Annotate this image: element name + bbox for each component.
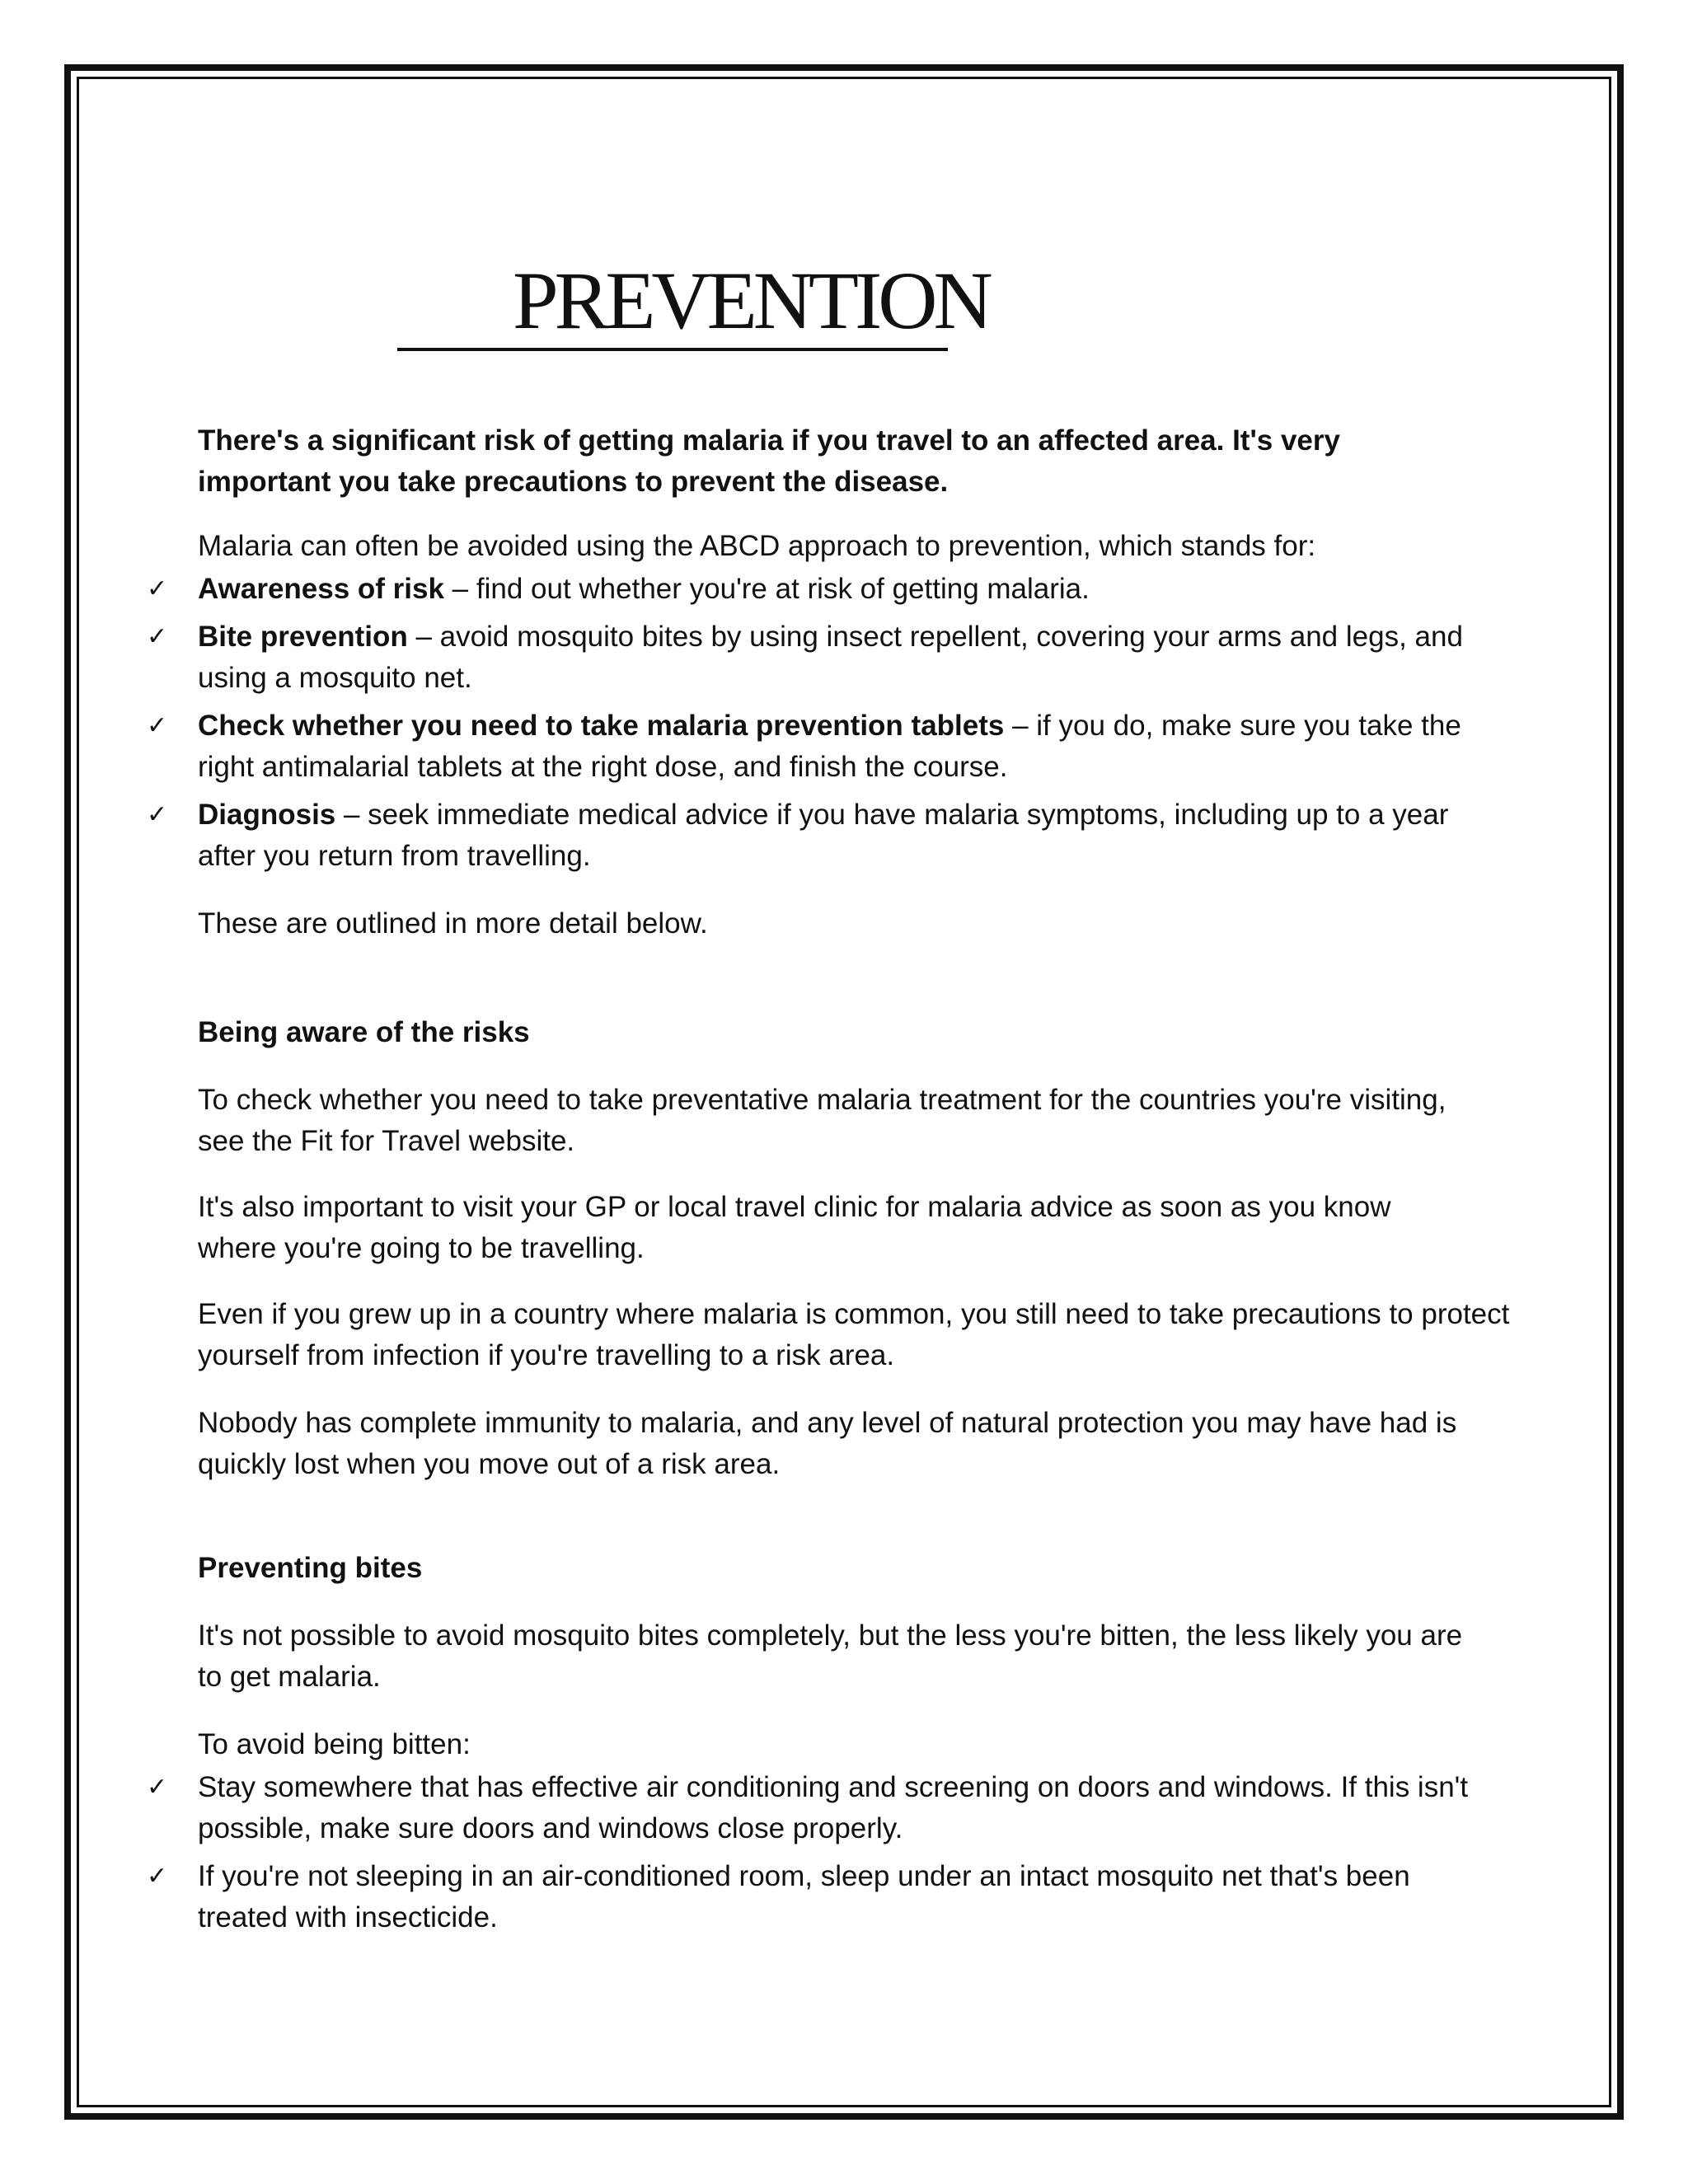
risks-paragraph: It's also important to visit your GP or local travel clinic for malaria advice as soon as you know where you're going to be travelling.	[198, 1191, 1391, 1264]
check-icon: ✓	[147, 574, 168, 603]
check-icon: ✓	[147, 800, 168, 829]
abcd-text: – find out whether you're at risk of getting malaria.	[443, 573, 1090, 605]
section-heading-risks: Being aware of the risks	[198, 1016, 530, 1048]
abcd-term: Awareness of risk	[198, 573, 444, 605]
section-heading-bites: Preventing bites	[198, 1552, 423, 1584]
bites-paragraph: It's not possible to avoid mosquito bites completely, but the less you're bitten, the less likely you are to get malaria.	[198, 1619, 1463, 1693]
abcd-item-awareness	[147, 569, 1517, 610]
risks-paragraph: Nobody has complete immunity to malaria, and any level of natural protection you may have had is quickly lost when you move out of a risk area.	[198, 1407, 1457, 1480]
check-icon: ✓	[147, 711, 168, 740]
check-icon: ✓	[147, 1773, 168, 1802]
risks-paragraph: Even if you grew up in a country where malaria is common, you still need to take precautions to protect yourself from infection if you're travelling to a risk area.	[198, 1298, 1510, 1371]
bites-item-text: If you're not sleeping in an air-conditioned room, sleep under an intact mosquito net that's been treated with insecticide.	[198, 1860, 1410, 1933]
bites-item-text: Stay somewhere that has effective air conditioning and screening on doors and windows. If this isn't possible, make sure doors and windows close properly.	[198, 1771, 1469, 1844]
bites-item-stay	[147, 1767, 1517, 1849]
abcd-text: – avoid mosquito bites by using insect repellent, covering your arms and legs, and using a mosquito net.	[198, 621, 1463, 694]
abcd-item-diagnosis	[147, 794, 1484, 877]
intro-paragraph: There's a significant risk of getting malaria if you travel to an affected area. It's very important you take precautions to prevent the disease.	[198, 424, 1340, 498]
check-icon: ✓	[147, 622, 168, 651]
bites-list-intro: To avoid being bitten:	[198, 1728, 471, 1760]
abcd-term: Diagnosis	[198, 799, 336, 831]
abcd-text: – if you do, make sure you take the right antimalarial tablets at the right dose, and finish the course.	[198, 710, 1461, 783]
abcd-item-check	[147, 705, 1484, 788]
risks-paragraph: To check whether you need to take preventative malaria treatment for the countries you're visiting, see the Fit for Travel website.	[198, 1084, 1447, 1157]
page-title: PREVENTION	[513, 255, 989, 346]
abcd-term: Check whether you need to take malaria prevention tablets	[198, 710, 1005, 742]
abcd-term: Bite prevention	[198, 621, 408, 653]
abcd-intro: Malaria can often be avoided using the ABCD approach to prevention, which stands for:	[198, 530, 1316, 562]
outline-note: These are outlined in more detail below.	[198, 907, 708, 940]
abcd-item-bite	[147, 616, 1484, 699]
title-underline	[397, 255, 989, 351]
bites-item-net	[147, 1856, 1451, 1938]
check-icon: ✓	[147, 1862, 168, 1891]
abcd-text: – seek immediate medical advice if you have malaria symptoms, including up to a year after you return from travelling.	[198, 799, 1449, 872]
